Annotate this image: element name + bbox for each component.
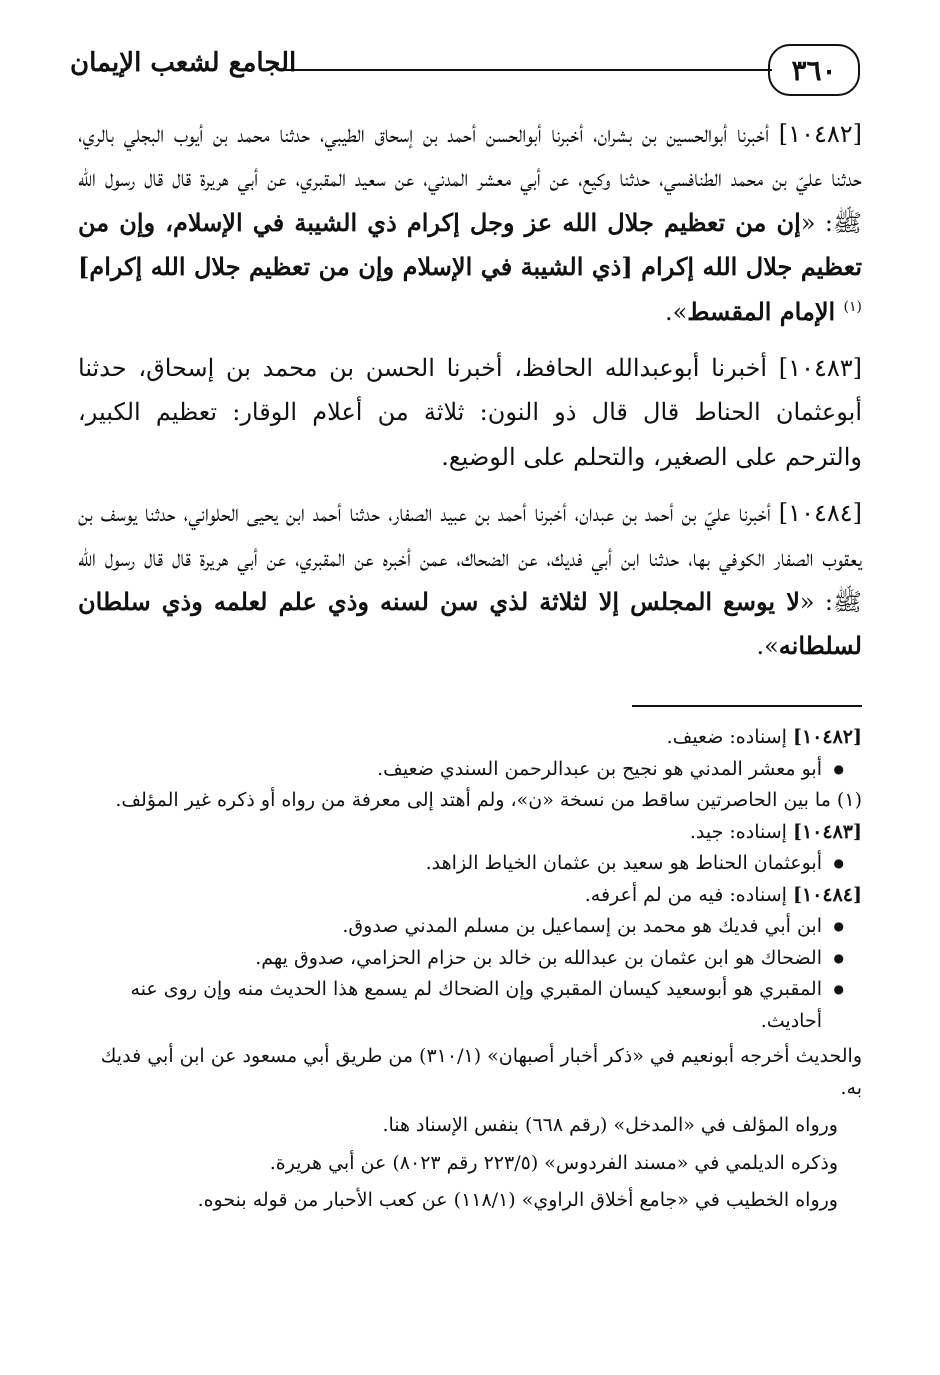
grade-text: إسناده: ضعيف. xyxy=(666,726,793,748)
footnotes xyxy=(78,722,862,1217)
hadith-10483 xyxy=(78,346,862,479)
footnote-grade-10482 xyxy=(78,722,862,754)
footnote-number: [١٠٤٨٣] xyxy=(792,820,862,843)
source-note: ورواه المؤلف في «المدخل» (رقم ٦٦٨) بنفس الإسناد هنا. xyxy=(382,1114,838,1136)
hadith-matn: إن من تعظيم جلال الله عز وجل إكرام ذي الشيبة في الإسلام، وإن من تعظيم جلال الله إكرام [ذي الشيبة في الإسلام وإن من تعظيم جلال الله إكرام] xyxy=(78,207,862,282)
footnote-separator xyxy=(632,705,862,707)
footnote-number: [١٠٤٨٤] xyxy=(792,883,862,906)
header-rule xyxy=(280,69,772,71)
footnote-bullet: ● أبو معشر المدني هو نجيح بن عبدالرحمن السندي ضعيف. xyxy=(78,754,862,786)
hadith-matn-end: الإمام المقسط xyxy=(687,296,844,326)
grade-text: إسناده: جيد. xyxy=(689,820,793,843)
hadith-close: ». xyxy=(664,297,688,326)
hadith-number: [١٠٤٨٢] xyxy=(778,120,862,148)
hadith-matn: لا يوسع المجلس إلا لثلاثة لذي سن لسنه وذي علم لعلمه وذي سلطان لسلطانه xyxy=(78,587,862,661)
footnote-bullet: ● المقبري هو أبوسعيد كيسان المقبري وإن الضحاك لم يسمع هذا الحديث منه وإن روى عنه أحاديث. xyxy=(78,974,862,1037)
footnote-marker[interactable]: (١) xyxy=(843,298,862,315)
source-note: والحديث أخرجه أبونعيم في «ذكر أخبار أصبهان» (٣١٠/١) من طريق أبي مسعود عن ابن أبي فديك به. xyxy=(100,1045,862,1099)
hadith-10484 xyxy=(78,491,862,669)
footnote-grade-10483 xyxy=(78,817,862,849)
hadith-close: ». xyxy=(756,632,779,661)
footnote-bullet: ● أبوعثمان الحناط هو سعيد بن عثمان الخياط الزاهد. xyxy=(78,848,862,880)
book-title: الجامع لشعب الإيمان xyxy=(70,48,297,78)
hadith-10482 xyxy=(78,112,862,334)
grade-text: إسناده: فيه من لم أعرفه. xyxy=(584,883,793,906)
page-header xyxy=(70,42,860,98)
footnote-note-1: (١) ما بين الحاصرتين ساقط من نسخة «ن»، ولم أهتد إلى معرفة من رواه أو ذكره غير المؤلف. xyxy=(115,789,862,811)
hadith-chain: أخبرنا عليّ بن أحمد بن عبدان، أخبرنا أحمد بن عبيد الصفار، حدثنا أحمد ابن يحيى الحلواني، حدثنا يوسف بن يعقوب الصفار الكوفي بها، حدثنا ابن أبي فديك، عن الضحاك، عمن أخبره عن المقبري، عن أبي هريرة قال قال رسول الله ﷺ: « xyxy=(78,499,863,617)
footnote-grade-10484 xyxy=(78,880,862,912)
footnote-number: [١٠٤٨٢] xyxy=(792,726,862,748)
hadith-number: [١٠٤٨٤] xyxy=(778,499,862,528)
source-note: وذكره الديلمي في «مسند الفردوس» (٢٢٣/٥ رقم ٨٠٢٣) عن أبي هريرة. xyxy=(269,1151,838,1174)
footnote-bullet: ● ابن أبي فديك هو محمد بن إسماعيل بن مسلم المدني صدوق. xyxy=(78,911,862,943)
hadith-chain: أخبرنا أبوالحسين بن بشران، أخبرنا أبوالحسن أحمد بن إسحاق الطيبي، حدثنا محمد بن أيوب البجلي بالري، حدثنا عليّ بن محمد الطنافسي، حدثنا وكيع، عن أبي معشر المدني، عن سعيد المقبري، عن أبي هريرة قال قال رسول الله ﷺ: « xyxy=(78,120,863,237)
footnote-bullet: ● الضحاك هو ابن عثمان بن عبدالله بن خالد بن حزام الحزامي، صدوق يهم. xyxy=(78,943,862,975)
hadith-chain: أخبرنا أبوعبدالله الحافظ، أخبرنا الحسن بن محمد بن إسحاق، حدثنا أبوعثمان الحناط قال قال ذو النون: ثلاثة من أعلام الوقار: تعظيم الكبير، والترحم على الصغير، والتحلم على الوضيع. xyxy=(78,354,862,471)
page-number: ٣٦٠ xyxy=(768,44,860,96)
hadith-number: [١٠٤٨٣] xyxy=(778,354,862,383)
source-note: ورواه الخطيب في «جامع أخلاق الراوي» (١١٨/١) عن كعب الأحبار من قوله بنحوه. xyxy=(197,1189,838,1211)
main-text xyxy=(78,112,862,677)
